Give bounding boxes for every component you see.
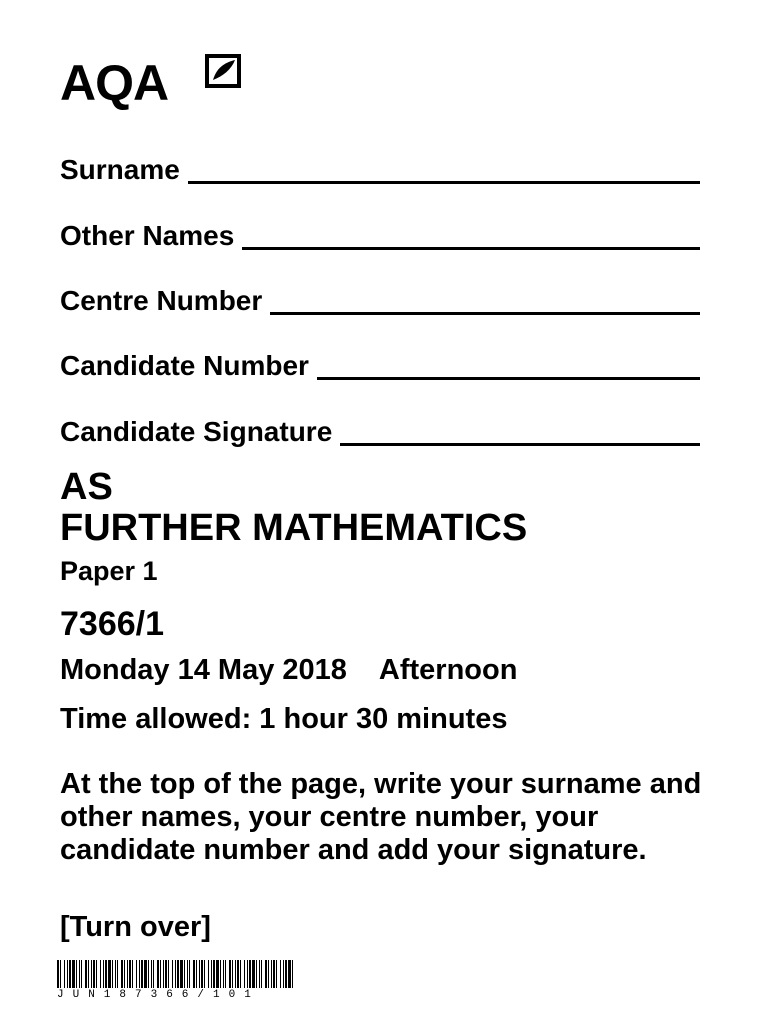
barcode-bar xyxy=(237,960,239,988)
barcode-bar xyxy=(196,960,197,988)
barcode-bar xyxy=(211,960,212,988)
barcode-bar xyxy=(69,960,71,988)
barcode-bar xyxy=(160,960,161,988)
barcode-bar xyxy=(180,960,183,988)
barcode-bar xyxy=(208,960,209,988)
candidate-number-field[interactable] xyxy=(60,346,700,380)
barcode-bar xyxy=(189,960,190,988)
candidate-signature-field[interactable] xyxy=(60,412,700,446)
barcode-bar xyxy=(60,960,61,988)
barcode-bar xyxy=(172,960,173,988)
surname-input-line[interactable] xyxy=(188,155,700,184)
barcode-bar xyxy=(177,960,179,988)
barcode-bar xyxy=(85,960,87,988)
barcode-bar xyxy=(268,960,269,988)
barcode-bar xyxy=(220,960,221,988)
barcode-bar xyxy=(141,960,143,988)
barcode-bar xyxy=(285,960,287,988)
barcode-bar xyxy=(273,960,275,988)
other-names-field[interactable] xyxy=(60,216,700,250)
candidate-signature-input-line[interactable] xyxy=(340,417,700,446)
centre-number-field[interactable] xyxy=(60,281,700,315)
barcode-bar xyxy=(187,960,188,988)
logo-text: AQA xyxy=(60,55,169,111)
barcode-bar xyxy=(199,960,200,988)
exam-session: Afternoon xyxy=(378,654,518,686)
barcode-bar xyxy=(184,960,185,988)
barcode-bar xyxy=(117,960,118,988)
other-names-input-line[interactable] xyxy=(242,221,700,250)
exam-paper: Paper 1 xyxy=(60,556,158,586)
time-allowed: Time allowed: 1 hour 30 minutes xyxy=(60,703,508,735)
barcode-bar xyxy=(127,960,128,988)
barcode-bar xyxy=(216,960,219,988)
barcode xyxy=(57,960,297,988)
barcode-bar xyxy=(67,960,68,988)
barcode-bar xyxy=(276,960,277,988)
barcode-bar xyxy=(261,960,262,988)
barcode-bar xyxy=(88,960,89,988)
barcode-bar xyxy=(132,960,133,988)
turn-over: [Turn over] xyxy=(60,911,211,943)
barcode-bar xyxy=(129,960,131,988)
barcode-bar xyxy=(247,960,248,988)
barcode-bar xyxy=(105,960,107,988)
barcode-bar xyxy=(175,960,176,988)
barcode-bar xyxy=(204,960,205,988)
surname-label: Surname xyxy=(60,154,180,185)
barcode-bar xyxy=(136,960,137,988)
barcode-bar xyxy=(108,960,111,988)
instructions: At the top of the page, write your surname and other names, your centre number, your candidate number and add your signature. xyxy=(60,768,702,866)
exam-date-line xyxy=(60,656,517,685)
centre-number-label: Centre Number xyxy=(60,285,263,316)
barcode-bar xyxy=(235,960,236,988)
surname-field[interactable] xyxy=(60,150,700,184)
barcode-bar xyxy=(225,960,226,988)
barcode-bar xyxy=(91,960,92,988)
exam-code: 7366/1 xyxy=(60,605,164,643)
barcode-bar xyxy=(201,960,203,988)
candidate-signature-label: Candidate Signature xyxy=(60,416,333,447)
barcode-bar xyxy=(124,960,125,988)
barcode-bar xyxy=(57,960,59,988)
barcode-bar xyxy=(240,960,241,988)
barcode-bar xyxy=(280,960,281,988)
barcode-bar xyxy=(244,960,245,988)
barcode-bar xyxy=(103,960,104,988)
barcode-bar xyxy=(259,960,260,988)
barcode-bar xyxy=(76,960,77,988)
barcode-bar xyxy=(144,960,147,988)
barcode-bar xyxy=(168,960,169,988)
barcode-bar xyxy=(223,960,224,988)
barcode-bar xyxy=(271,960,272,988)
barcode-bar xyxy=(232,960,233,988)
barcode-bar xyxy=(72,960,75,988)
barcode-bar xyxy=(112,960,113,988)
barcode-bar xyxy=(193,960,195,988)
exam-subject: FURTHER MATHEMATICS xyxy=(60,507,528,549)
barcode-bar xyxy=(64,960,65,988)
candidate-number-input-line[interactable] xyxy=(317,351,700,380)
barcode-bar xyxy=(165,960,167,988)
barcode-bar xyxy=(121,960,123,988)
centre-number-input-line[interactable] xyxy=(270,286,700,315)
barcode-bar xyxy=(153,960,154,988)
barcode-bar xyxy=(148,960,149,988)
other-names-label: Other Names xyxy=(60,220,235,251)
exam-level: AS xyxy=(60,466,113,508)
barcode-bar xyxy=(93,960,95,988)
logo-leaf-icon xyxy=(205,54,241,88)
barcode-bar xyxy=(288,960,291,988)
barcode-bar xyxy=(115,960,116,988)
barcode-bar xyxy=(100,960,101,988)
barcode-bar xyxy=(79,960,80,988)
barcode-bar xyxy=(252,960,255,988)
barcode-bar xyxy=(151,960,152,988)
barcode-bar xyxy=(256,960,257,988)
barcode-text: JUN187366/101 xyxy=(57,989,260,1001)
barcode-bar xyxy=(292,960,293,988)
barcode-bar xyxy=(249,960,251,988)
barcode-bar xyxy=(265,960,267,988)
exam-date: Monday 14 May 2018 xyxy=(60,654,347,686)
candidate-number-label: Candidate Number xyxy=(60,350,309,381)
barcode-bar xyxy=(213,960,215,988)
barcode-bar xyxy=(229,960,231,988)
barcode-bar xyxy=(157,960,159,988)
barcode-bar xyxy=(81,960,82,988)
barcode-bar xyxy=(163,960,164,988)
barcode-bar xyxy=(96,960,97,988)
barcode-bar xyxy=(283,960,284,988)
barcode-bar xyxy=(139,960,140,988)
